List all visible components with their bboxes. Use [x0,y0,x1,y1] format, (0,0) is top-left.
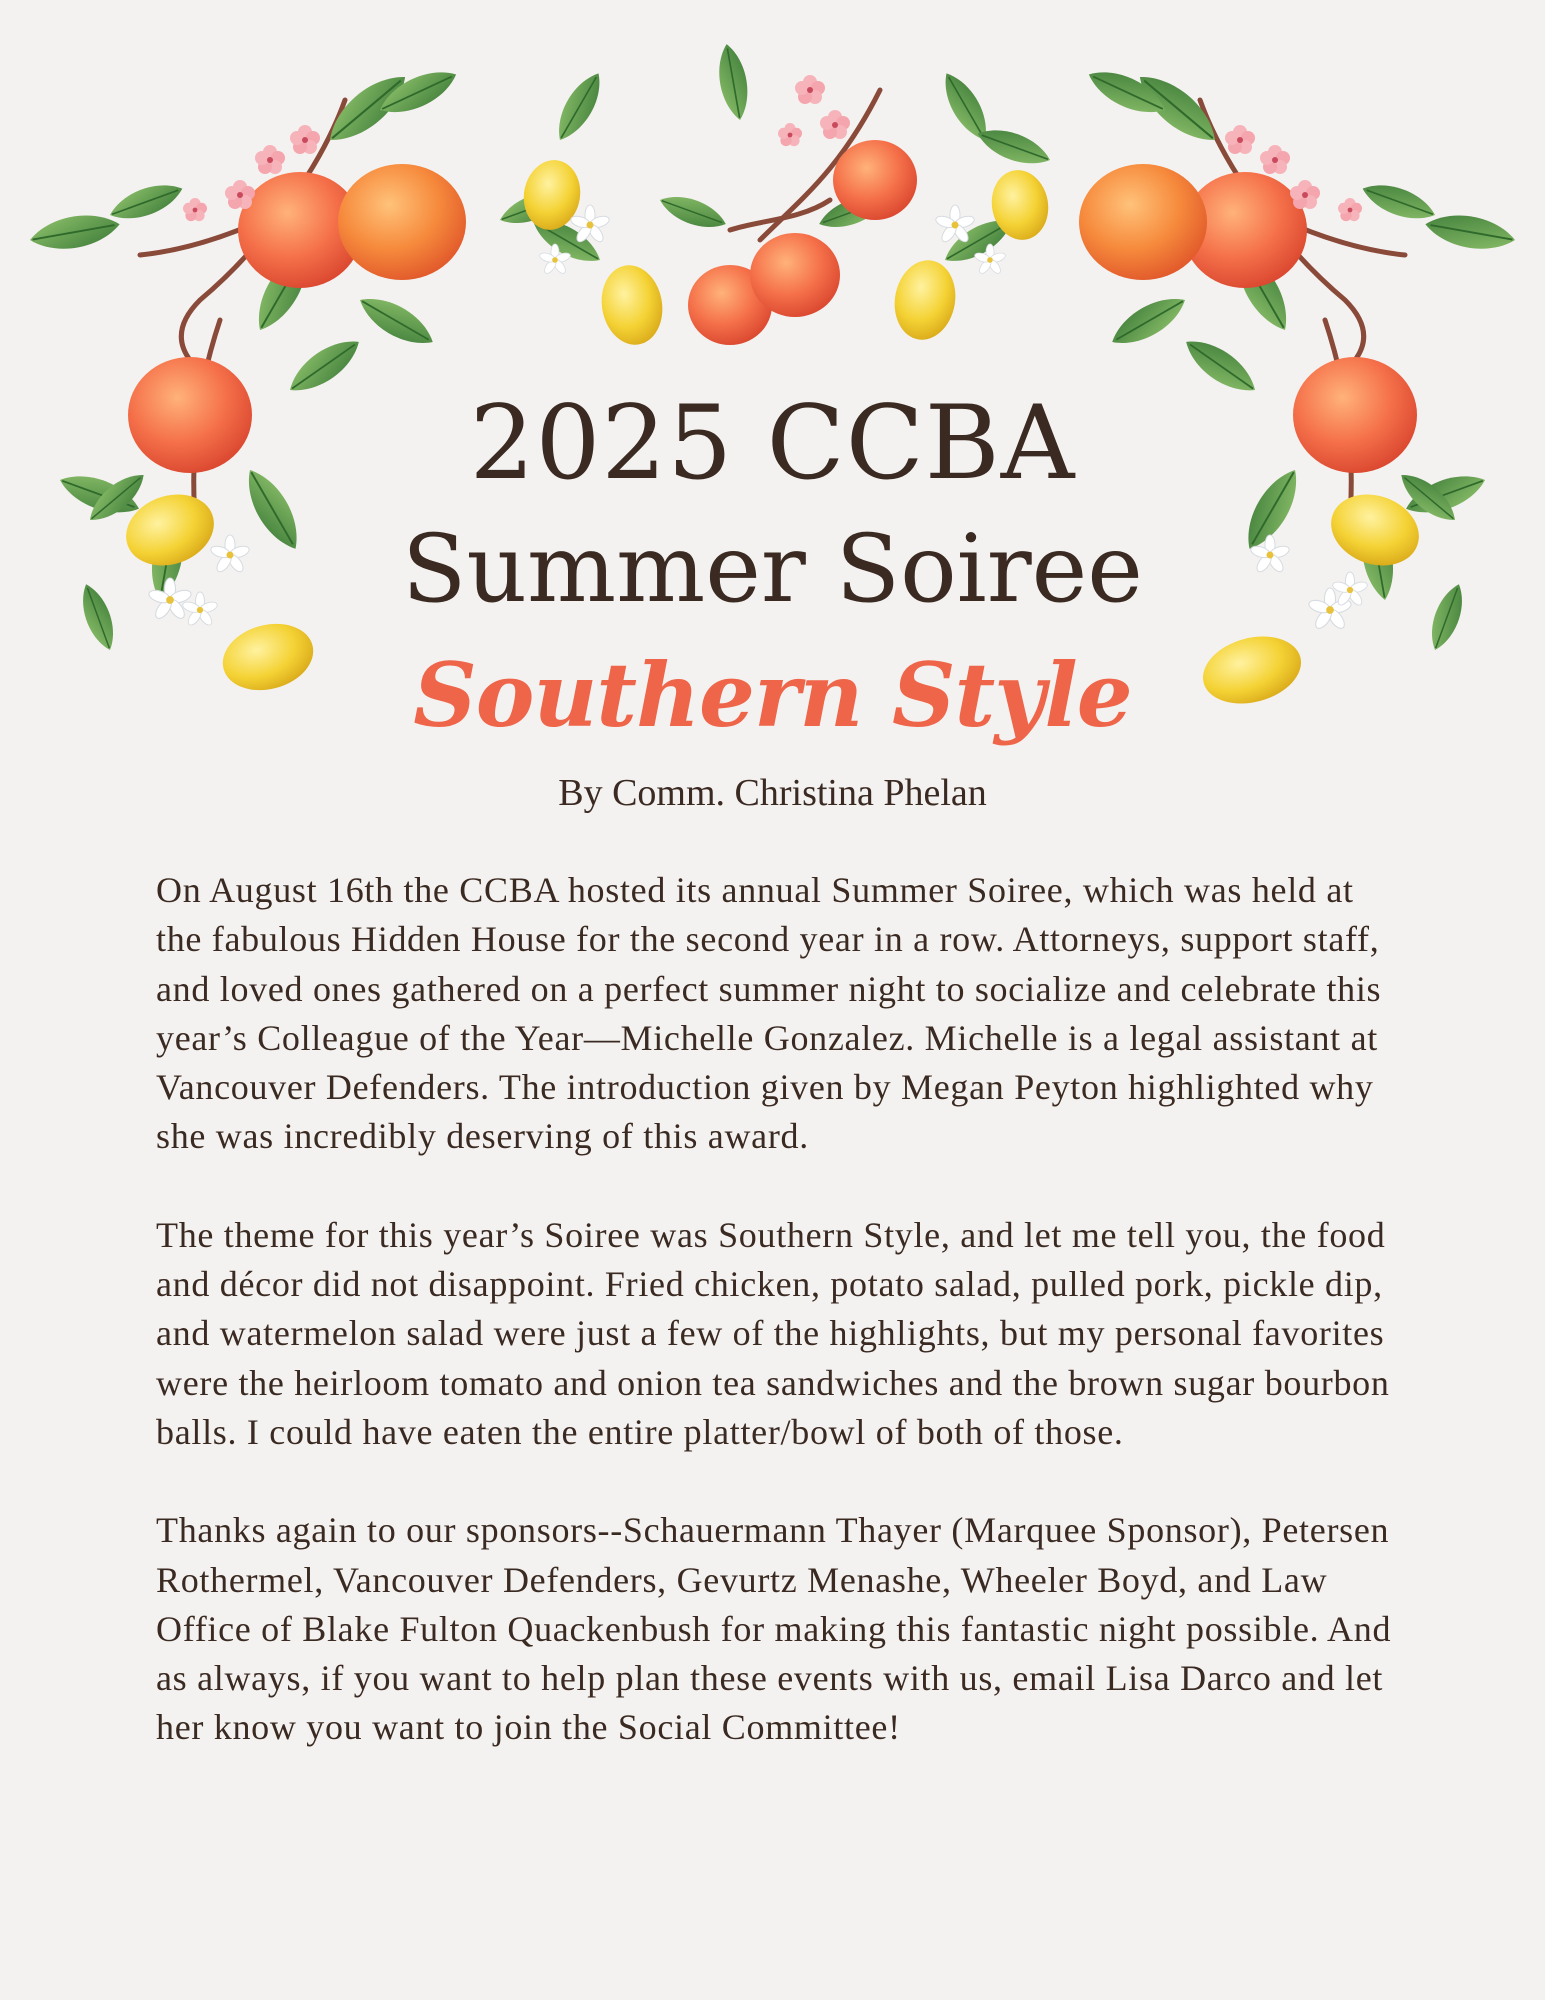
subtitle-southern-style: Southern Style [413,643,1132,747]
paragraph-2: The theme for this year’s Soiree was Southern Style, and let me tell you, the food and décor did not disappoint. Fried chicken, potato salad, pulled pork, pickle dip, and watermelon salad were just a few of the highlights, but my personal favorites were the heirloom tomato and onion tea sandwiches and the brown sugar bourbon balls. I could have eaten the entire platter/bowl of both of those. [156,1214,1390,1452]
paragraph-3: Thanks again to our sponsors--Schauermann Thayer (Marquee Sponsor), Petersen Rothermel, Vancouver Defenders, Gevurtz Menashe, Wheeler Boyd, and Law Office of Blake Fulton Quackenbush for making this fantastic night possible. And as always, if you want to help plan these events with us, email Lisa Darco and let her know you want to join the Social Committee! [156,1510,1392,1748]
article-body [156,866,1406,1802]
title-line-2: Summer Soiree [402,515,1143,624]
byline: By Comm. Christina Phelan [558,772,987,814]
paragraph-1: On August 16th the CCBA hosted its annual Summer Soiree, which was held at the fabulous Hidden House for the second year in a row. Attorneys, support staff, and loved ones gathered on a perfect summer night to socialize and celebrate this year’s Colleague of the Year—Michelle Gonzalez. Michelle is a legal assistant at Vancouver Defenders. The introduction given by Megan Peyton highlighted why she was incredibly deserving of this award. [156,870,1382,1157]
title-line-1: 2025 CCBA [469,384,1076,503]
